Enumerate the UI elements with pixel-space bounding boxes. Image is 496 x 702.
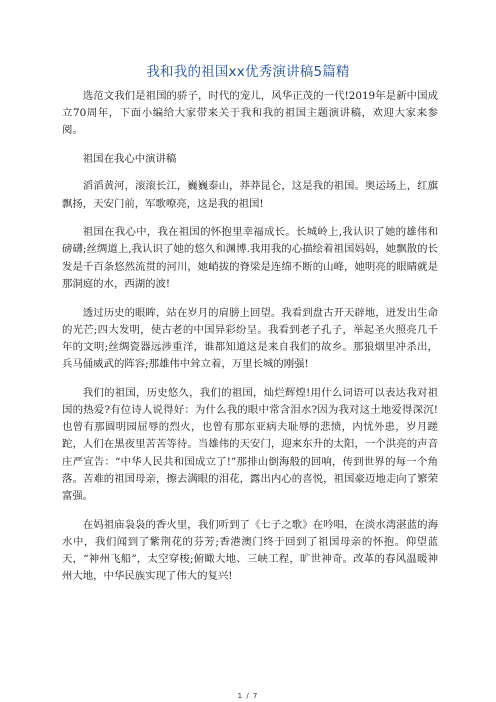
paragraph: 滔滔黄河，滚滚长江，巍巍泰山，莽莽昆仑，这是我的祖国。奥运场上，红旗飘扬，天安门前，军歌嘹亮，这是我的祖国!	[62, 180, 438, 210]
paragraph: 在妈祖庙袅袅的香火里，我们听到了《七子之歌》在吟唱，在淡水湾湛蓝的海水中，我们闻到了紫荆花的芬芳;香港澳门终于回到了祖国母亲的怀抱。仰望蓝天，“神州飞船”，太空穿梭;俯瞰大地、三峡工程，旷世神奇。改革的春风温暖神州大地，中华民族实现了伟大的复兴!	[62, 518, 438, 583]
section-heading: 祖国在我心中演讲稿	[82, 153, 177, 166]
paragraph: 我们的祖国，历史悠久，我们的祖国，灿烂辉煌!用什么词语可以表达我对祖国的热爱?有位诗人说得好：为什么我的眼中常含泪水?因为我对这土地爱得深沉!也曾有那圆明园屈辱的烈火，也曾有那东亚病夫耻辱的悲愤，内忧外患，岁月蹉跎，人们在黑夜里苦苦等待。当雄伟的天安门，迎来东升的太阳，一个洪亮的声音庄严宣告：“中华人民共和国成立了!”那排山倒海般的回响，传到世界的每一个角落。苦难的祖国母亲，擦去满眼的泪花，露出内心的喜悦，祖国豪迈地走向了繁荣富强。	[62, 386, 438, 503]
paragraph-intro: 选范文我们是祖国的骄子，时代的宠儿，风华正茂的一代!2019年是新中国成立70周年，下面小编给大家带来关于我和我的祖国主题演讲稿，欢迎大家来参阅。	[62, 90, 438, 137]
document-body	[62, 88, 438, 597]
page-indicator: 1 / 7	[237, 692, 259, 700]
paragraph: 祖国在我心中，我在祖国的怀抱里幸福成长。长城岭上,我认识了她的雄伟和磅礴;丝绸道上,我认识了她的悠久和渊博.我用我的心描绘着祖国妈妈，她飘散的长发是千百条悠然流贯的河川，她峭拔的脊梁是连绵不断的山峰，她明亮的眼睛就是那洞庭的水，西湖的波!	[62, 226, 438, 290]
paragraph: 透过历史的眼眸，站在岁月的肩膀上回望。我看到盘古开天辟地，迸发出生命的光芒;四大发明，使古老的中国异彩纷呈。我看到老子孔子，举起圣火照亮几千年的文明;丝绸瓷器远涉重洋，谁都知道这是来自我们的故乡。那狼烟里冲杀出，兵马俑威武的阵容;那雄伟中耸立着，万里长城的刚强!	[62, 306, 438, 371]
document-title: 我和我的祖国xx优秀演讲稿5篇精	[146, 64, 350, 80]
